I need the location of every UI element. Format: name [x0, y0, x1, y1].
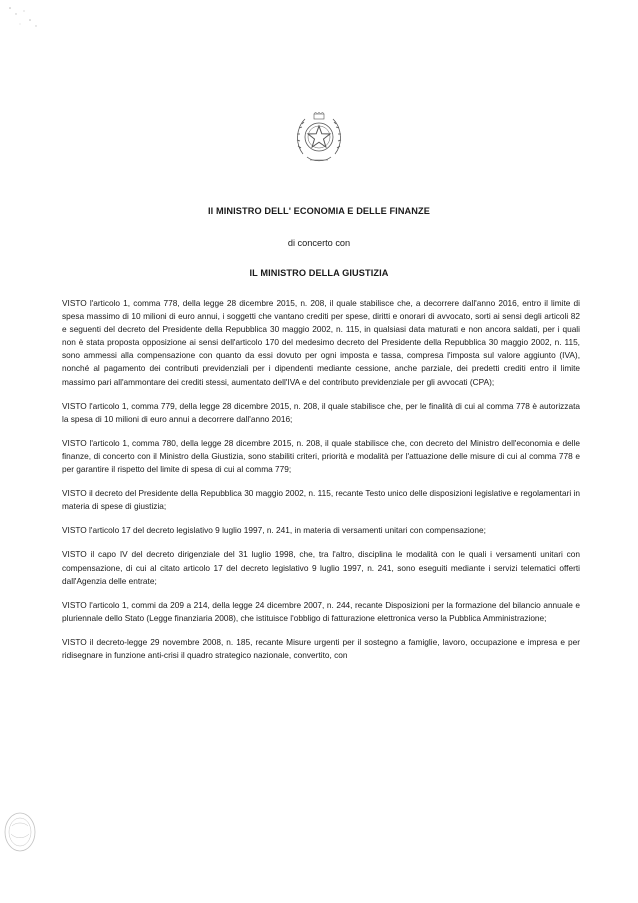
faint-stamp-mark: [2, 808, 42, 856]
recital-paragraph: VISTO l'articolo 1, comma 780, della legge 28 dicembre 2015, n. 208, il quale stabilisce che, con decreto del Ministro dell'economia e delle finanze, di concerto con il Ministro della Giustizia, sono stabiliti criteri, priorità e modalità per l'attuazione delle misure di cui al comma 778 e per garantire il rispetto del limite di spesa di cui al comma 779;: [62, 437, 580, 475]
minister-justice-heading: IL MINISTRO DELLA GIUSTIZIA: [249, 268, 389, 278]
recital-paragraph: VISTO il decreto-legge 29 novembre 2008, n. 185, recante Misure urgenti per il sostegno a famiglie, lavoro, occupazione e impresa e per ridisegnare in funzione anti-crisi il quadro strategico nazionale, convertito, con: [62, 636, 580, 660]
document-body: [62, 297, 580, 662]
recital-paragraph: VISTO l'articolo 1, comma 779, della legge 28 dicembre 2015, n. 208, il quale stabilisce che, per le finalità di cui al comma 778 è autorizzata la spesa di 10 milioni di euro annui a decorrere dall'anno 2016;: [62, 400, 580, 424]
recital-paragraph: VISTO l'articolo 17 del decreto legislativo 9 luglio 1997, n. 241, in materia di versamenti unitari con compensazione;: [62, 525, 486, 536]
scan-speck-marks: [2, 2, 46, 38]
minister-economy-heading: Il MINISTRO DELL' ECONOMIA E DELLE FINANZE: [208, 206, 430, 216]
recital-paragraph: VISTO il capo IV del decreto dirigenziale del 31 luglio 1998, che, tra l'altro, disciplina le modalità con le quali i versamenti unitari con compensazione, di cui al citato articolo 17 del decreto legislativo 9 luglio 1997, n. 241, sono eseguiti mediante i servizi telematici offerti dall'Agenzia delle entrate;: [62, 549, 580, 586]
republic-emblem-icon: [293, 110, 345, 168]
in-concert-with-text: di concerto con: [287, 238, 351, 248]
recital-paragraph: VISTO l'articolo 1, comma 778, della legge 28 dicembre 2015, n. 208, il quale stabilisce che, a decorrere dall'anno 2016, entro il limite di spesa massimo di 10 milioni di euro annui, i soggetti che vantano crediti per spese, diritti e onorari di avvocato, sorti ai sensi degli articoli 82 e seguenti del decreto del Presidente della Repubblica 30 maggio 2002, n. 115, in qualsiasi data maturati e non ancora saldati, per i quali non è stata proposta opposizione ai sensi dell'articolo 170 del medesimo decreto del Presidente della Repubblica 30 maggio 2002, n. 115, sono ammessi alla compensazione con quanto da essi dovuto per ogni imposta e tassa, compresa l'imposta sul valore aggiunto (IVA), nonché al pagamento dei contributi previdenziali per i dipendenti mediante cessione, anche parziale, dei predetti crediti entro il limite massimo pari all'ammontare dei crediti stessi, aumentato dell'IVA e del contributo previdenziale per gli avvocati (CPA);: [62, 298, 580, 387]
recital-paragraph: VISTO il decreto del Presidente della Repubblica 30 maggio 2002, n. 115, recante Testo unico delle disposizioni legislative e regolamentari in materia di spese di giustizia;: [62, 488, 580, 512]
recital-paragraph: VISTO l'articolo 1, commi da 209 a 214, della legge 24 dicembre 2007, n. 244, recante Disposizioni per la formazione del bilancio annuale e pluriennale dello Stato (Legge finanziaria 2008), che istituisce l'obbligo di fatturazione elettronica verso la Pubblica Amministrazione;: [62, 599, 580, 623]
